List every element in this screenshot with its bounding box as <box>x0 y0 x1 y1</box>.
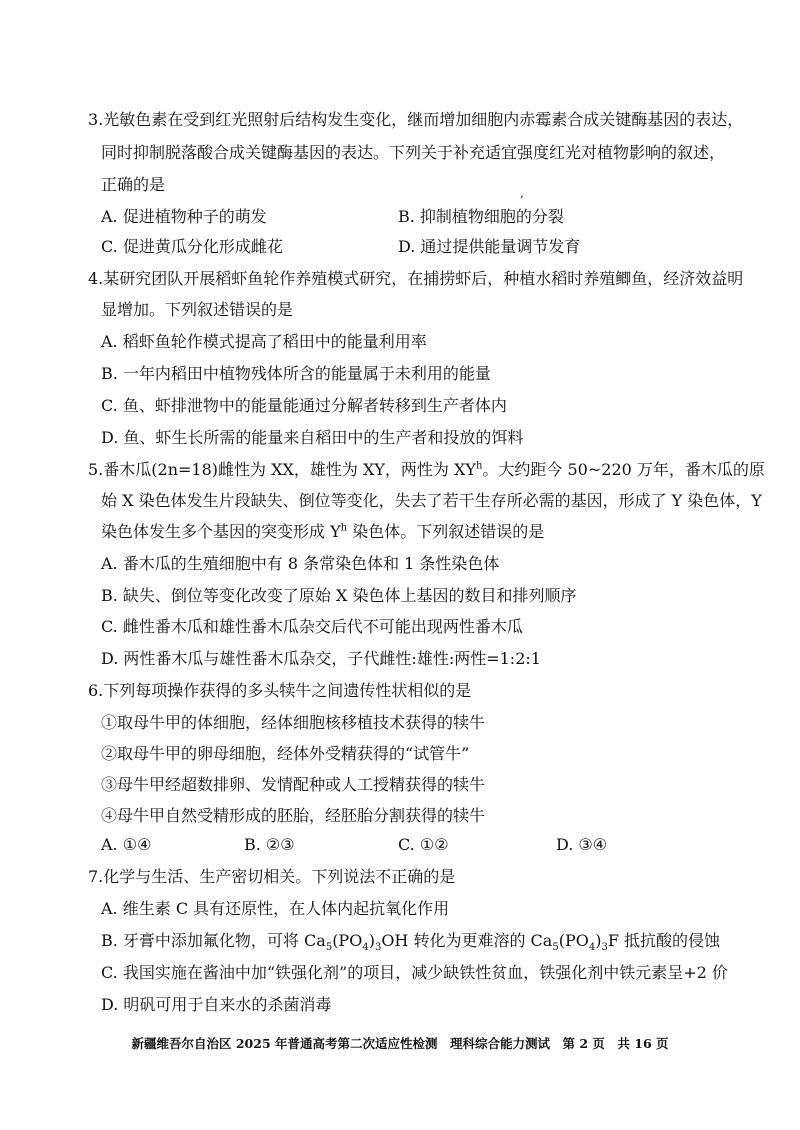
q3-option-b: B. 抑制植物细胞的分裂 <box>398 207 564 226</box>
q3-option-d: D. 通过提供能量调节发育 <box>398 237 581 256</box>
q7-b-part-7: F 抵抗酸的侵蚀 <box>607 931 721 950</box>
q6-option-d: D. ③④ <box>556 835 608 854</box>
q7-option-d: D. 明矾可用于自来水的杀菌消毒 <box>101 995 332 1014</box>
q7-b-part-6: ) <box>595 931 602 950</box>
q3-stem-line-1: 3.光敏色素在受到红光照射后结构发生变化，继而增加细胞内赤霉素合成关键酶基因的表达， <box>88 110 744 129</box>
q4-option-d: D. 鱼、虾生长所需的能量来自稻田中的生产者和投放的饵料 <box>101 428 524 447</box>
q7-stem: 7.化学与生活、生产密切相关。下列说法不正确的是 <box>88 867 456 886</box>
q6-item-3: ③母牛甲经超数排卵、发情配种或人工授精获得的犊牛 <box>101 775 486 794</box>
q6-stem: 6.下列每项操作获得的多头犊牛之间遗传性状相似的是 <box>88 681 472 700</box>
q6-item-2: ②取母牛甲的卵母细胞，经体外受精获得的“试管牛” <box>101 744 470 763</box>
q5-stem-line-2: 始 X 染色体发生片段缺失、倒位等变化，失去了若干生存所必需的基因，形成了 Y 染色体，Y <box>101 491 762 510</box>
q5-option-d: D. 两性番木瓜与雄性番木瓜杂交，子代雌性:雄性:两性=1:2:1 <box>101 649 541 668</box>
q7-b-part-2: (PO <box>332 931 363 950</box>
stray-mark: , <box>520 186 524 200</box>
q7-option-a: A. 维生素 C 具有还原性，在人体内起抗氧化作用 <box>101 899 450 918</box>
q5-option-b: B. 缺失、倒位等变化改变了原始 X 染色体上基因的数目和排列顺序 <box>101 586 577 605</box>
q7-b-sub-5: 4 <box>588 942 596 954</box>
q7-b-sub-2: 4 <box>362 942 369 954</box>
q6-item-4: ④母牛甲自然受精形成的胚胎，经胚胎分割获得的犊牛 <box>101 806 486 825</box>
q4-stem-line-1: 4.某研究团队开展稻虾鱼轮作养殖模式研究，在捕捞虾后，种植水稻时养殖鲫鱼，经济效益明 <box>88 269 744 288</box>
q7-b-part-3: ) <box>368 931 375 950</box>
q7-b-sub-4: 5 <box>552 942 559 954</box>
q7-b-part-4: OH 转化为更难溶的 Ca <box>381 931 553 950</box>
q6-option-a: A. ①④ <box>101 835 152 854</box>
q7-option-b <box>101 931 721 954</box>
q4-option-c: C. 鱼、虾排泄物中的能量能通过分解者转移到生产者体内 <box>101 396 507 415</box>
q7-option-c: C. 我国实施在酱油中加“铁强化剂”的项目，减少缺铁性贫血，铁强化剂中铁元素呈+2 价 <box>101 963 728 982</box>
q5-stem-line-1-b: 。大约距今 50~220 万年，番木瓜的原 <box>482 460 765 479</box>
q4-option-a: A. 稻虾鱼轮作模式提高了稻田中的能量利用率 <box>101 332 427 351</box>
q5-option-c: C. 雌性番木瓜和雄性番木瓜杂交后代不可能出现两性番木瓜 <box>101 617 523 636</box>
q5-sup-h-1: h <box>475 460 483 472</box>
page-footer: 新疆维吾尔自治区 2025 年普通高考第二次适应性检测 理科综合能力测试 第 2 页 共 16 页 <box>131 1036 669 1051</box>
q6-item-1: ①取母牛甲的体细胞，经体细胞核移植技术获得的犊牛 <box>101 713 486 732</box>
q5-option-a: A. 番木瓜的生殖细胞中有 8 条常染色体和 1 条性染色体 <box>101 554 500 573</box>
q7-b-part-5: (PO <box>558 931 589 950</box>
q7-b-sub-3: 3 <box>374 942 382 954</box>
q3-stem-line-2: 同时抑制脱落酸合成关键酶基因的表达。下列关于补充适宜强度红光对植物影响的叙述， <box>101 143 726 162</box>
q5-stem-line-1 <box>88 460 765 480</box>
q5-stem-line-3-b: 染色体。下列叙述错误的是 <box>347 522 545 541</box>
q3-option-a: A. 促进植物种子的萌发 <box>101 207 267 226</box>
q3-stem-line-3: 正确的是 <box>101 175 166 194</box>
q3-option-c: C. 促进黄瓜分化形成雌花 <box>101 237 283 256</box>
q5-stem-line-3-a: 染色体发生多个基因的突变形成 Y <box>101 522 341 541</box>
q5-sup-h-2: h <box>340 522 348 534</box>
q7-b-sub-1: 5 <box>325 942 333 954</box>
q5-stem-line-3 <box>101 522 544 542</box>
q4-option-b: B. 一年内稻田中植物残体所含的能量属于未利用的能量 <box>101 364 491 383</box>
q6-option-c: C. ①② <box>398 835 449 854</box>
q4-stem-line-2: 显增加。下列叙述错误的是 <box>101 300 294 319</box>
q7-b-sub-6: 3 <box>601 942 608 954</box>
q7-b-part-1: B. 牙膏中添加氟化物，可将 Ca <box>101 931 326 950</box>
q5-stem-line-1-a: 5.番木瓜(2n=18)雌性为 XX，雄性为 XY，两性为 XY <box>88 460 476 479</box>
q6-option-b: B. ②③ <box>244 835 295 854</box>
